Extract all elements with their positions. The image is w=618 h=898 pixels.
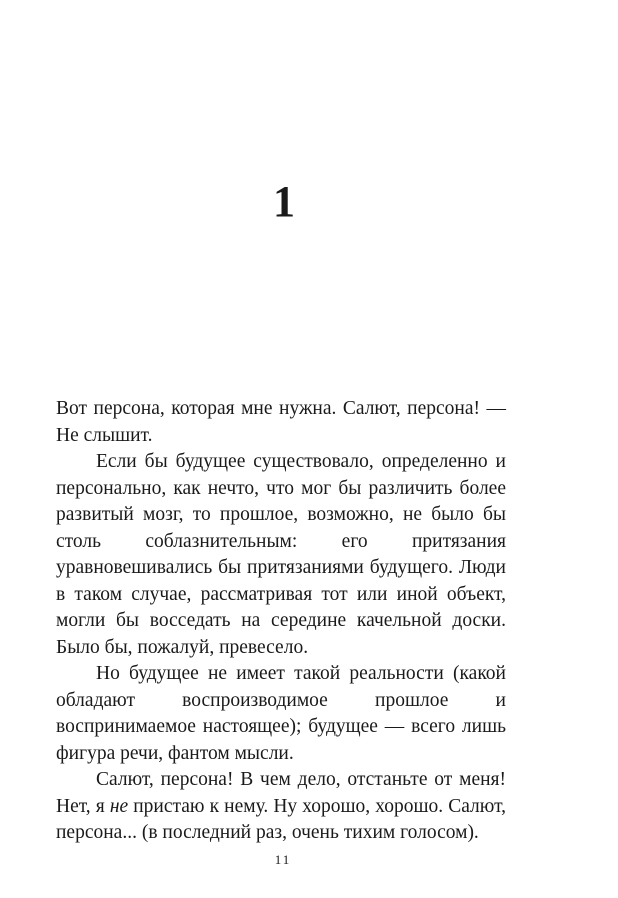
- paragraph-4-text-end: пристаю к нему. Ну хорошо, хорошо. Салют, персона... (в последний раз, очень тихим голосом).: [56, 795, 506, 843]
- paragraph-4-emphasis: не: [109, 795, 129, 817]
- paragraph-2: [56, 449, 506, 661]
- paragraph-3-text: Но будущее не имеет такой реальности (какой обладают воспроизводимое прошлое и воспринимаемое настоящее); будущее — всего лишь фигура речи, фантом мысли.: [56, 663, 506, 764]
- chapter-body: [56, 396, 506, 847]
- page-number: 11: [274, 852, 292, 867]
- paragraph-4-text-start: Салют, персона! В чем дело, отстаньте от меня! Нет, я: [56, 769, 506, 817]
- paragraph-4: [56, 767, 506, 847]
- paragraph-1: [56, 396, 506, 449]
- paragraph-3: [56, 661, 506, 767]
- paragraph-1-text: Вот персона, которая мне нужна. Салют, персона! — Не слышит.: [56, 398, 506, 446]
- paragraph-2-text: Если бы будущее существовало, определенно и персонально, как нечто, что мог бы различить более развитый мозг, то прошлое, возможно, не было бы столь соблазнительным: его притязания уравновешивались бы притязаниями будущего. Люди в таком случае, рассматривая тот или иной объект, могли бы восседать на середине качельной доски. Было бы, пожалуй, превесело.: [56, 451, 506, 658]
- chapter-number: 1: [273, 177, 295, 226]
